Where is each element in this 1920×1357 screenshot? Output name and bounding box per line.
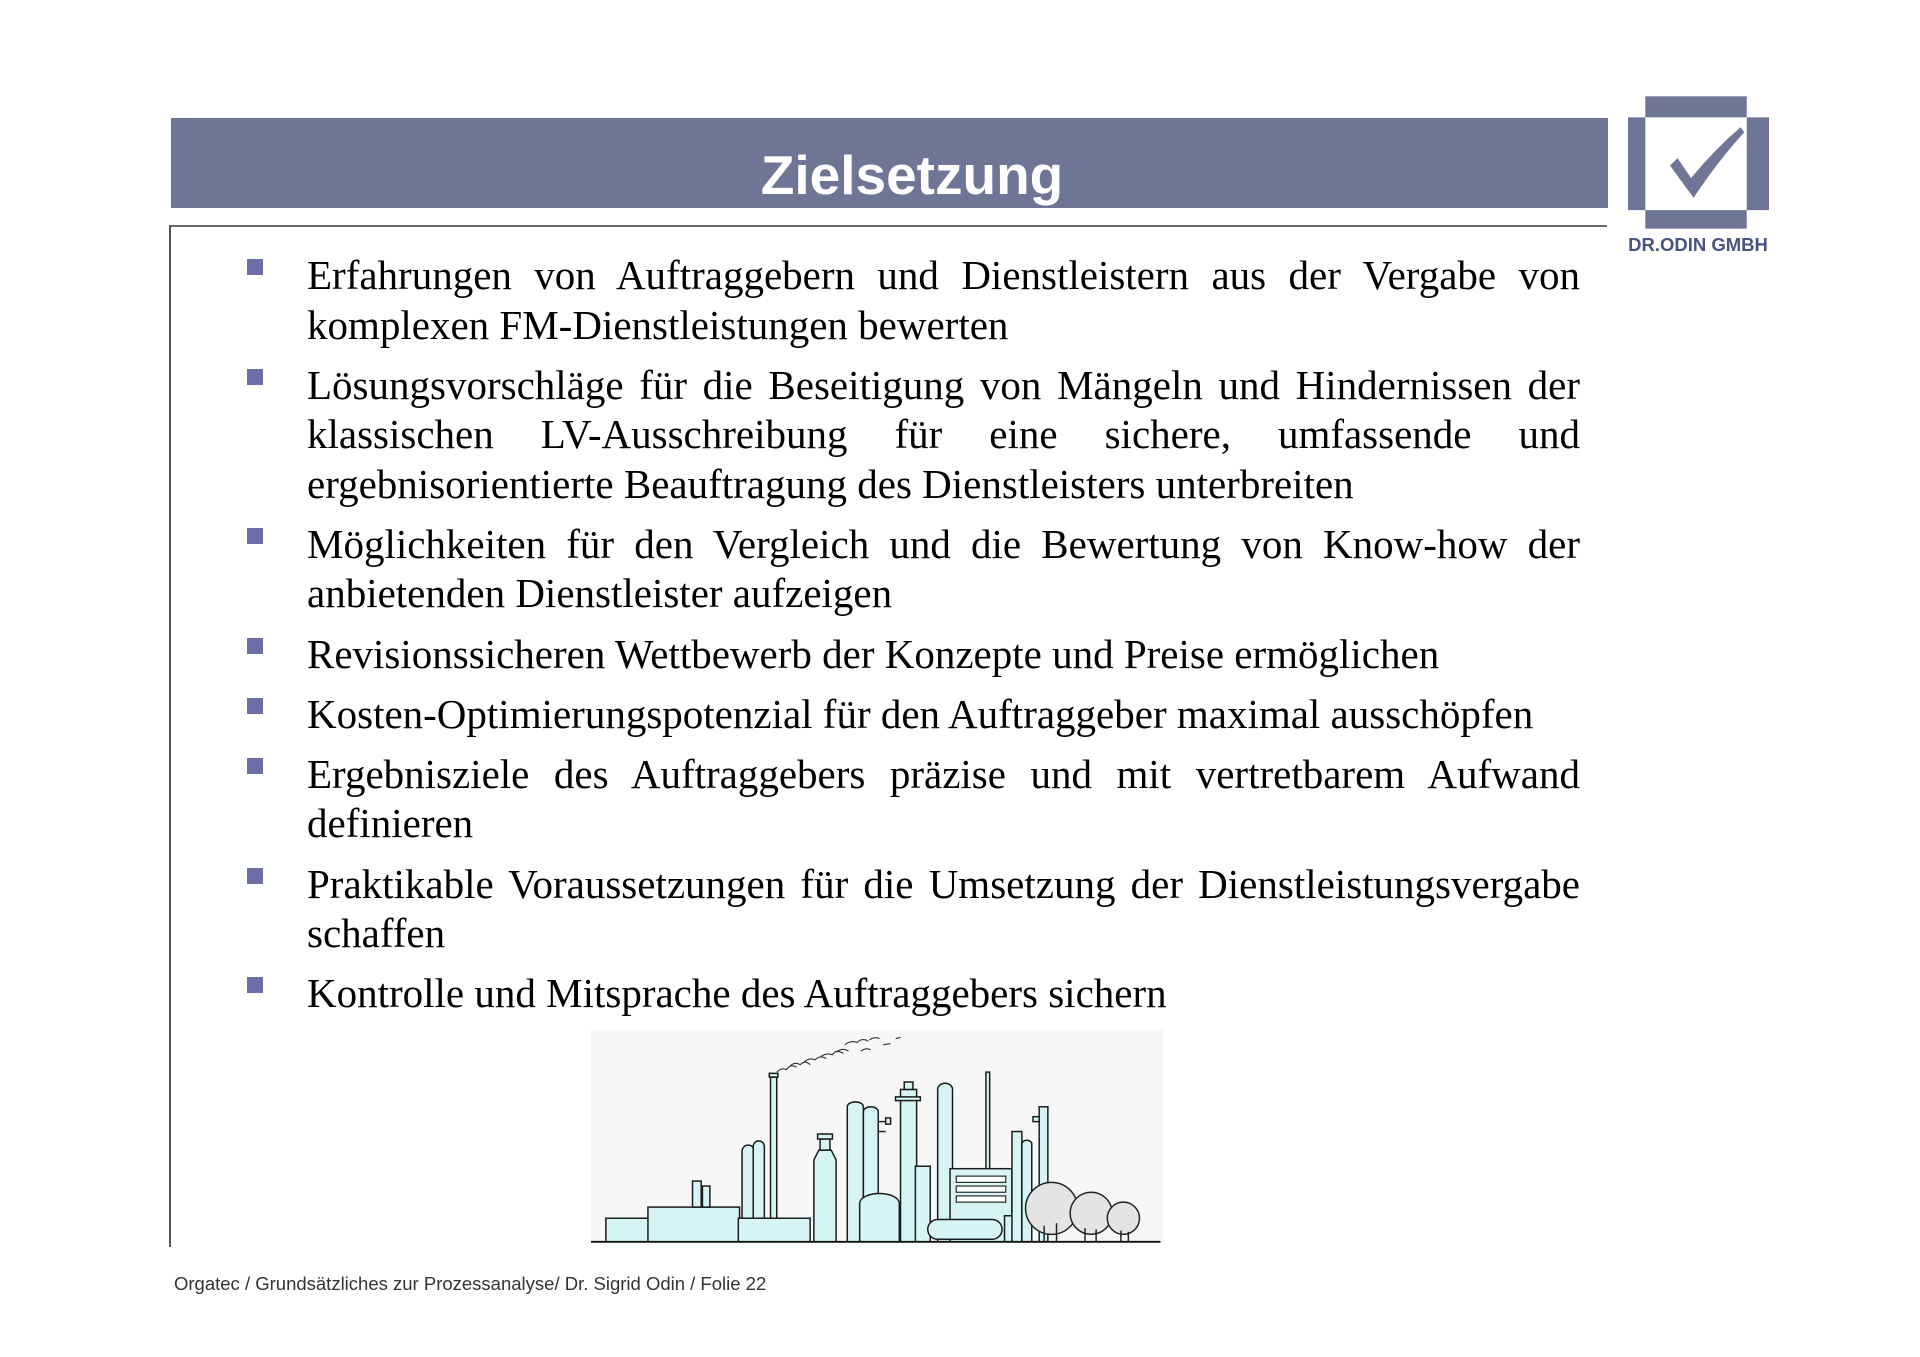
column-cap — [904, 1082, 913, 1089]
list-item-text: Möglichkeiten für den Vergleich und die Bewertung von Know-how der anbietenden Dienstleister aufzeigen — [307, 520, 1580, 617]
factory-illustration — [591, 1030, 1163, 1243]
square-bullet-icon — [247, 977, 263, 993]
list-item-text: Praktikable Voraussetzungen für die Umsetzung der Dienstleistungsvergabe schaffen — [307, 860, 1580, 957]
conical-tower — [814, 1150, 836, 1242]
company-name: DR.ODIN GMBH — [1628, 234, 1768, 255]
list-item-text: Kosten-Optimierungspotenzial für den Auftraggeber maximal ausschöpfen — [307, 690, 1534, 737]
logo-mark — [1628, 96, 1769, 229]
slide-footer: Orgatec / Grundsätzliches zur Prozessanalyse/ Dr. Sigrid Odin / Folie 22 — [174, 1273, 767, 1294]
square-bullet-icon — [247, 528, 263, 544]
valve — [886, 1118, 891, 1124]
list-item — [247, 969, 1580, 1019]
list-item-text: Kontrolle und Mitsprache des Auftraggebers sichern — [307, 970, 1167, 1017]
small-tower — [693, 1181, 702, 1207]
factory-building — [606, 1218, 651, 1242]
square-bullet-icon — [247, 638, 263, 654]
factory-building — [648, 1207, 740, 1242]
checkmark-icon — [1670, 127, 1744, 198]
column — [1012, 1132, 1022, 1242]
list-item-text: Ergebnisziele des Auftraggebers präzise und mit vertretbarem Aufwand definieren — [307, 750, 1580, 847]
square-bullet-icon — [247, 758, 263, 774]
list-item-text: Revisionssicheren Wettbewerb der Konzepte und Preise ermöglichen — [307, 630, 1440, 677]
tower-neck — [820, 1139, 830, 1150]
small-tower — [702, 1186, 709, 1207]
objectives-list — [247, 251, 1580, 1019]
logo-frame-right — [1747, 117, 1769, 210]
list-item-text: Lösungsvorschläge für die Beseitigung von Mängeln und Hindernissen der klassischen LV-Ausschreibung für eine sichere, umfassende und ergebnisorientierte Beauftragung des Dienstleisters unterbreiten — [307, 361, 1580, 507]
column — [901, 1089, 917, 1241]
list-item — [247, 750, 1580, 849]
storage-tank — [860, 1193, 900, 1241]
window-band — [956, 1186, 1006, 1192]
list-item — [247, 630, 1580, 680]
square-bullet-icon — [247, 868, 263, 884]
chimney — [771, 1077, 777, 1242]
horizontal-tank — [928, 1219, 1002, 1239]
valve — [1033, 1117, 1039, 1122]
chimney-cap — [769, 1073, 778, 1077]
list-item — [247, 251, 1580, 350]
square-bullet-icon — [247, 259, 263, 275]
list-item-text: Erfahrungen von Auftraggebern und Dienstleistern aus der Vergabe von komplexen FM-Dienstleistungen bewerten — [307, 252, 1580, 348]
content-frame-left-rule — [169, 225, 171, 1247]
factory-building — [738, 1218, 810, 1242]
window-band — [956, 1196, 1006, 1202]
list-item — [247, 860, 1580, 959]
list-item — [247, 520, 1580, 619]
square-bullet-icon — [247, 698, 263, 714]
pole — [986, 1072, 990, 1171]
square-bullet-icon — [247, 369, 263, 385]
list-item — [247, 690, 1580, 740]
list-item — [247, 361, 1580, 510]
logo-frame-bottom — [1645, 210, 1746, 229]
platform — [896, 1097, 921, 1101]
company-logo — [1628, 96, 1769, 229]
tower-cap — [818, 1134, 833, 1139]
content-frame-top-rule — [171, 225, 1607, 227]
column — [1022, 1140, 1032, 1242]
window-band — [956, 1176, 1006, 1182]
logo-frame-left — [1628, 117, 1645, 210]
logo-frame-top — [1645, 96, 1746, 117]
tree — [1026, 1182, 1078, 1234]
tree — [1070, 1192, 1112, 1234]
slide-title: Zielsetzung — [760, 144, 1064, 206]
tree — [1107, 1202, 1139, 1234]
